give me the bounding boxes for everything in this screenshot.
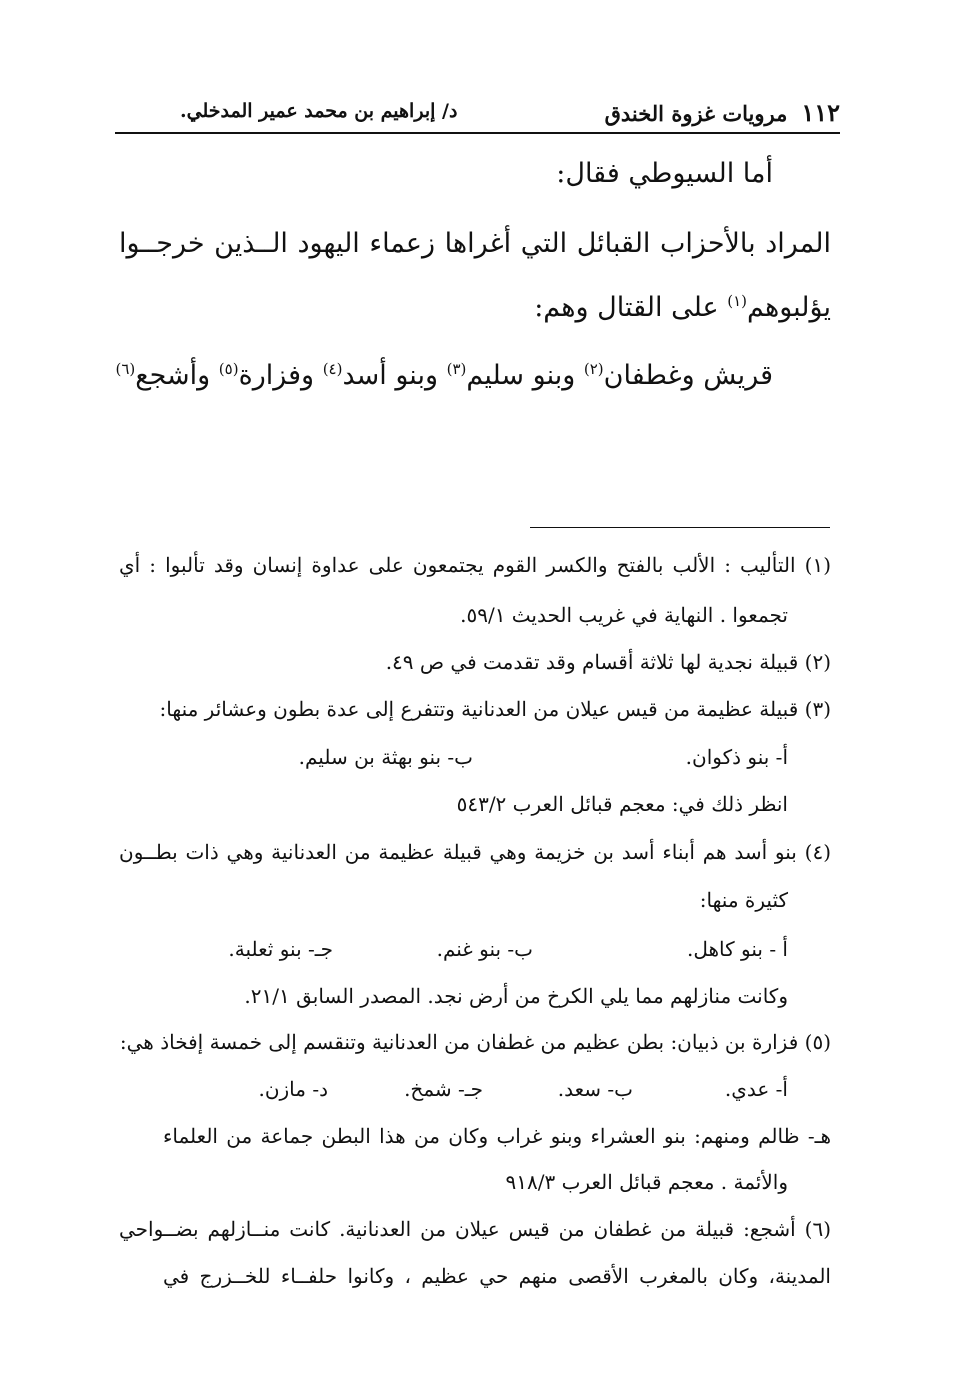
body-line-2: المراد بالأحزاب القبائل التي أغراها زعماء اليهود الــذين خرجــوا [119, 228, 831, 259]
tribe-fazara: وفزارة [238, 360, 323, 391]
footnote-5-item-c: جـ- شمخ. [404, 1077, 483, 1101]
tribe-ashja: وأشجع [135, 360, 219, 391]
footnote-1-line-1: (١) التأليب : الألب بالفتح والكسر القوم يجتمعون على عداوة إنسان وقد تألبوا : أي [119, 553, 831, 577]
footnote-5-item-b: ب- سعد. [557, 1077, 633, 1101]
footnote-ref-3: (٣) [446, 360, 467, 378]
footnote-4-item-b: ب- بنو غنم. [436, 937, 533, 961]
tribe-quraysh-ghatafan: قريش وغطفان [603, 360, 773, 391]
body-line-3-rest: على القتال وهم: [534, 292, 728, 323]
tribes-line [115, 360, 773, 391]
author-name: د/ إبراهيم بن محمد عمير المدخلي. [180, 100, 458, 122]
header-title-group [605, 98, 840, 127]
footnote-5-item-d: د- مازن. [258, 1077, 328, 1101]
footnote-3-item-a: أ- بنو ذكوان. [685, 745, 788, 769]
footnote-ref-5: (٥) [218, 360, 239, 378]
footnote-1-line-2: تجمعوا . النهاية في غريب الحديث ٥٩/١. [460, 603, 788, 627]
page-number: ١١٢ [801, 98, 840, 127]
footnote-4-item-c: جـ- بنو ثعلبة. [228, 937, 333, 961]
footnote-ref-4: (٤) [322, 360, 343, 378]
footnote-4-source: وكانت منازلهم مما يلي الكرخ من أرض نجد. المصدر السابق ٢١/١. [244, 984, 788, 1008]
footnote-5-item-a: أ- عدي. [724, 1077, 788, 1101]
book-title: مرويات غزوة الخندق [604, 101, 788, 126]
footnote-ref-6: (٦) [115, 360, 136, 378]
footnote-separator [530, 527, 830, 528]
footnote-6-line-2: المدينة، وكان بالمغرب الأقصى منهم حي عظيم ، وكانوا حلفــاء للخــزرج في [163, 1264, 831, 1288]
footnote-5-source: والأئمة . معجم قبائل العرب ٩١٨/٣ [505, 1170, 788, 1194]
footnote-ref-1: (١) [727, 292, 747, 310]
tribe-banu-asad: وبنو أسد [342, 360, 447, 391]
body-line-1: أما السيوطي فقال: [556, 158, 773, 189]
footnote-ref-2: (٢) [583, 360, 604, 378]
tribe-banu-sulaym: وبنو سليم [466, 360, 584, 391]
footnote-5-line-1: (٥) فزارة بن ذبيان: بطن عظيم من غطفان من العدنانية وتنقسم إلى خمسة إفخاذ هي: [119, 1030, 831, 1054]
footnote-3-source: انظر ذلك في: معجم قبائل العرب ٥٤٣/٢ [456, 792, 788, 816]
footnote-4-item-a: أ - بنو كاهل. [687, 937, 788, 961]
footnote-5-item-e: هـ- ظالم ومنهم: بنو العشراء وبنو غراب وكان من هذا البطن جماعة من العلماء [163, 1124, 831, 1148]
body-line-3 [534, 292, 831, 323]
footnote-4-line-2: كثيرة منها: [699, 888, 788, 912]
footnote-2: (٢) قبيلة نجدية لها ثلاثة أقسام وقد تقدمت في ص ٤٩. [385, 650, 831, 674]
footnote-3-line-1: (٣) قبيلة عظيمة من قيس عيلان من العدنانية وتتفرع إلى عدة بطون وعشائر منها: [159, 697, 831, 721]
footnote-6-line-1: (٦) أشجع: قبيلة من غطفان من قيس عيلان من العدنانية. كانت منــازلهم بضــواحي [119, 1217, 831, 1241]
body-line-3-text: يؤلبوهم [747, 292, 831, 323]
footnote-3-item-b: ب- بنو بهثة بن سليم. [298, 745, 473, 769]
footnote-4-line-1: (٤) بنو أسد هم أبناء أسد بن خزيمة وهي قبيلة عظيمة من العدنانية وهي ذات بطــون [119, 840, 831, 864]
running-header [115, 98, 840, 134]
